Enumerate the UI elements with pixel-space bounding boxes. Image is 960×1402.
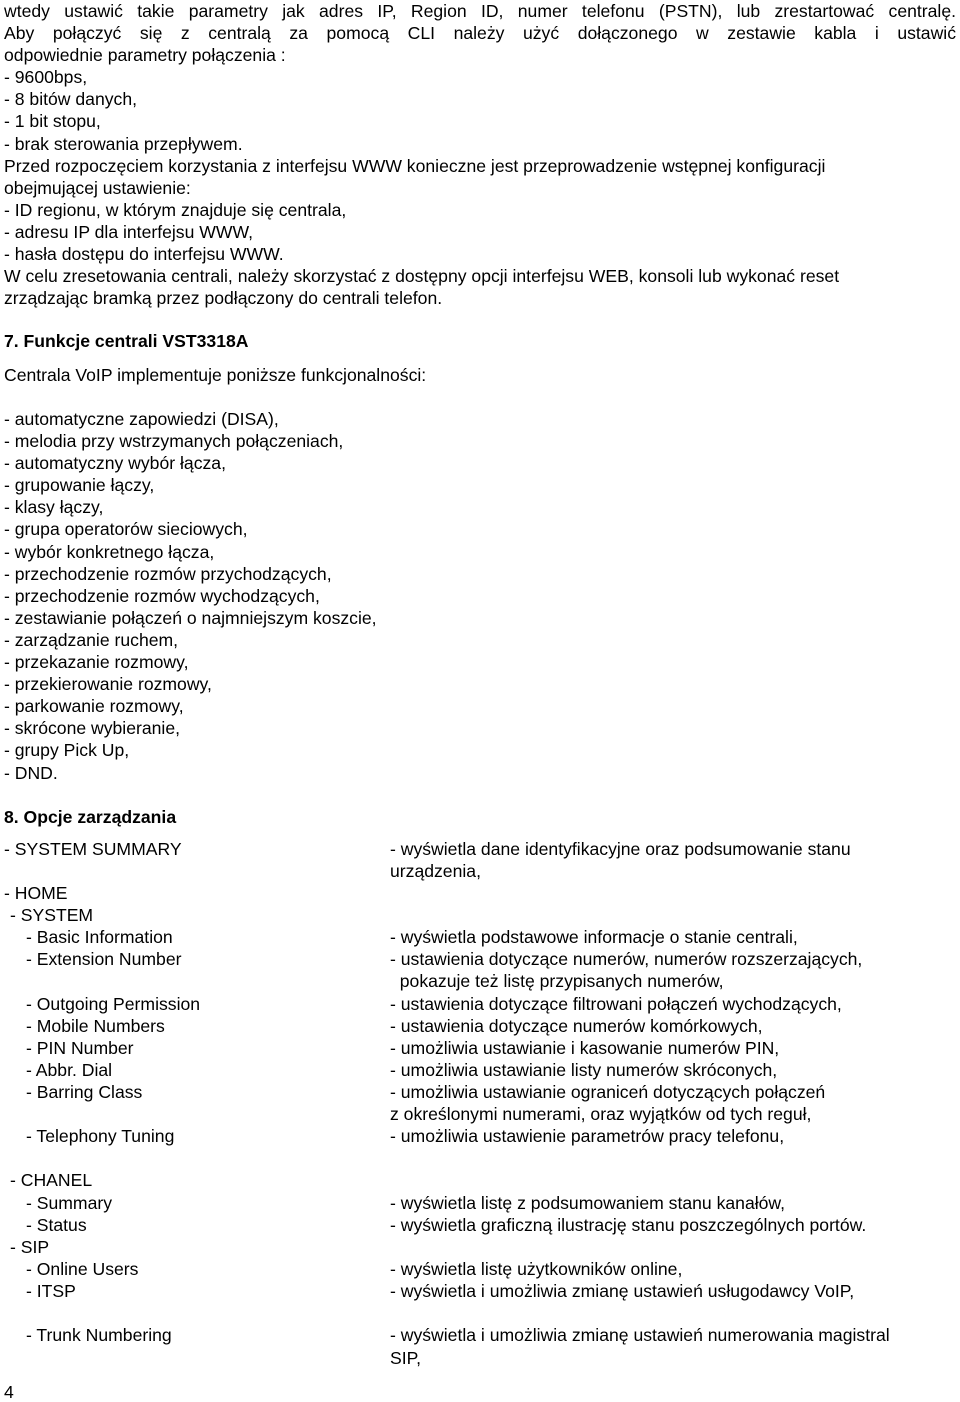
option-name: - Outgoing Permission <box>26 994 201 1014</box>
option-row <box>4 1081 956 1103</box>
section-7-lead: Centrala VoIP implementuje poniższe funkcjonalności: <box>4 365 427 385</box>
intro-line: - 1 bit stopu, <box>4 111 101 132</box>
option-row <box>4 970 956 992</box>
option-description: SIP, <box>390 1348 421 1368</box>
option-name: - Abbr. Dial <box>26 1060 113 1080</box>
option-row <box>4 1280 956 1302</box>
option-row <box>4 1125 956 1147</box>
list-item: - grupowanie łączy, <box>4 475 155 496</box>
option-row <box>4 1015 956 1037</box>
option-row <box>4 838 956 860</box>
list-item: - przechodzenie rozmów wychodzących, <box>4 585 320 606</box>
intro-line: - ID regionu, w którym znajduje się centrala, <box>4 199 347 220</box>
option-name: - SIP <box>10 1237 50 1257</box>
option-row <box>4 1236 956 1258</box>
list-item: - zarządzanie ruchem, <box>4 629 179 650</box>
option-description: - umożliwia ustawienie parametrów pracy telefonu, <box>390 1126 785 1146</box>
option-row <box>4 948 956 970</box>
intro-line: Aby połączyć się z centralą za pomocą CLI należy użyć dołączonego w zestawie kabla i ustawić <box>4 23 956 44</box>
intro-line: odpowiednie parametry połączenia : <box>4 45 286 66</box>
option-name: - Barring Class <box>26 1082 143 1102</box>
list-item: - parkowanie rozmowy, <box>4 696 184 717</box>
list-item: - przekazanie rozmowy, <box>4 652 189 673</box>
intro-line: obejmującej ustawienie: <box>4 177 191 198</box>
option-row <box>4 1324 956 1346</box>
features-list <box>4 408 377 784</box>
intro-line: W celu zresetowania centrali, należy skorzystać z dostępny opcji interfejsu WEB, konsoli lub wykonać reset <box>4 266 840 287</box>
list-item: - przekierowanie rozmowy, <box>4 674 212 695</box>
intro-block <box>4 0 956 309</box>
intro-line: Przed rozpoczęciem korzystania z interfejsu WWW konieczne jest przeprowadzenie wstępnej konfiguracji <box>4 155 826 176</box>
list-item: - skrócone wybieranie, <box>4 718 181 739</box>
option-name: - SYSTEM <box>10 905 94 925</box>
section-7-heading: 7. Funkcje centrali VST3318A <box>4 331 249 351</box>
option-row <box>4 1059 956 1081</box>
intro-line: - 9600bps, <box>4 67 88 88</box>
option-description: - wyświetla dane identyfikacyjne oraz podsumowanie stanu <box>390 839 851 859</box>
option-description: - ustawienia dotyczące numerów, numerów rozszerzających, <box>390 949 863 969</box>
intro-line: - adresu IP dla interfejsu WWW, <box>4 221 254 242</box>
option-name: - Telephony Tuning <box>26 1126 175 1146</box>
option-description: - wyświetla podstawowe informacje o stanie centrali, <box>390 927 798 947</box>
list-item: - grupy Pick Up, <box>4 740 130 761</box>
option-row <box>4 904 956 926</box>
option-row <box>4 1037 956 1059</box>
option-description: - wyświetla listę z podsumowaniem stanu kanałów, <box>390 1193 786 1213</box>
intro-line: - hasła dostępu do interfejsu WWW. <box>4 244 284 265</box>
list-item: - wybór konkretnego łącza, <box>4 541 215 562</box>
option-row <box>4 860 956 882</box>
option-row <box>4 926 956 948</box>
option-description: - umożliwia ustawianie ograniceń dotyczących połączeń <box>390 1082 826 1102</box>
option-row <box>4 1103 956 1125</box>
option-description: - wyświetla graficzną ilustrację stanu poszczególnych portów. <box>390 1215 867 1235</box>
option-description: - ustawienia dotyczące filtrowani połączeń wychodzących, <box>390 994 842 1014</box>
intro-line: - brak sterowania przepływem. <box>4 133 243 154</box>
option-row <box>4 1214 956 1236</box>
option-name: - SYSTEM SUMMARY <box>4 839 182 859</box>
option-name: - ITSP <box>26 1281 76 1301</box>
option-name: - PIN Number <box>26 1038 134 1058</box>
option-description: z określonymi numerami, oraz wyjątków od tych reguł, <box>390 1104 812 1124</box>
list-item: - grupa operatorów sieciowych, <box>4 519 248 540</box>
intro-line: - 8 bitów danych, <box>4 89 138 110</box>
option-row <box>4 993 956 1015</box>
intro-line: wtedy ustawić takie parametry jak adres IP, Region ID, numer telefonu (PSTN), lub zrestartować centralę. <box>4 1 956 21</box>
option-description: - wyświetla i umożliwia zmianę ustawień numerowania magistral <box>390 1325 890 1345</box>
option-name: - Online Users <box>26 1259 139 1279</box>
list-item: - klasy łączy, <box>4 497 104 518</box>
list-item: - automatyczne zapowiedzi (DISA), <box>4 409 279 429</box>
option-name: - Trunk Numbering <box>26 1325 172 1345</box>
option-name: - Extension Number <box>26 949 182 969</box>
list-item: - DND. <box>4 762 58 783</box>
option-name: - Summary <box>26 1193 113 1213</box>
option-description: - umożliwia ustawianie listy numerów skróconych, <box>390 1060 778 1080</box>
option-row <box>4 1169 956 1191</box>
list-item: - przechodzenie rozmów przychodzących, <box>4 563 332 584</box>
option-name: - Status <box>26 1215 87 1235</box>
option-row <box>4 1192 956 1214</box>
page-number: 4 <box>4 1382 14 1402</box>
option-row <box>4 1347 956 1369</box>
option-description: - umożliwia ustawianie i kasowanie numerów PIN, <box>390 1038 780 1058</box>
option-description: urządzenia, <box>390 861 481 881</box>
intro-line: zrządzając bramką przez podłączony do centrali telefon. <box>4 288 443 309</box>
option-description: - wyświetla i umożliwia zmianę ustawień usługodawcy VoIP, <box>390 1281 855 1301</box>
list-item: - melodia przy wstrzymanych połączeniach, <box>4 431 344 452</box>
list-item: - automatyczny wybór łącza, <box>4 453 226 474</box>
option-row <box>4 1258 956 1280</box>
option-description: - ustawienia dotyczące numerów komórkowych, <box>390 1016 763 1036</box>
option-row <box>4 882 956 904</box>
option-name: - CHANEL <box>10 1170 93 1190</box>
option-description: pokazuje też listę przypisanych numerów, <box>390 971 724 991</box>
option-name: - HOME <box>4 883 68 903</box>
option-description: - wyświetla listę użytkowników online, <box>390 1259 683 1279</box>
list-item: - zestawianie połączeń o najmniejszym koszcie, <box>4 607 377 628</box>
option-name: - Mobile Numbers <box>26 1016 165 1036</box>
section-8-heading: 8. Opcje zarządzania <box>4 807 177 827</box>
option-name: - Basic Information <box>26 927 173 947</box>
